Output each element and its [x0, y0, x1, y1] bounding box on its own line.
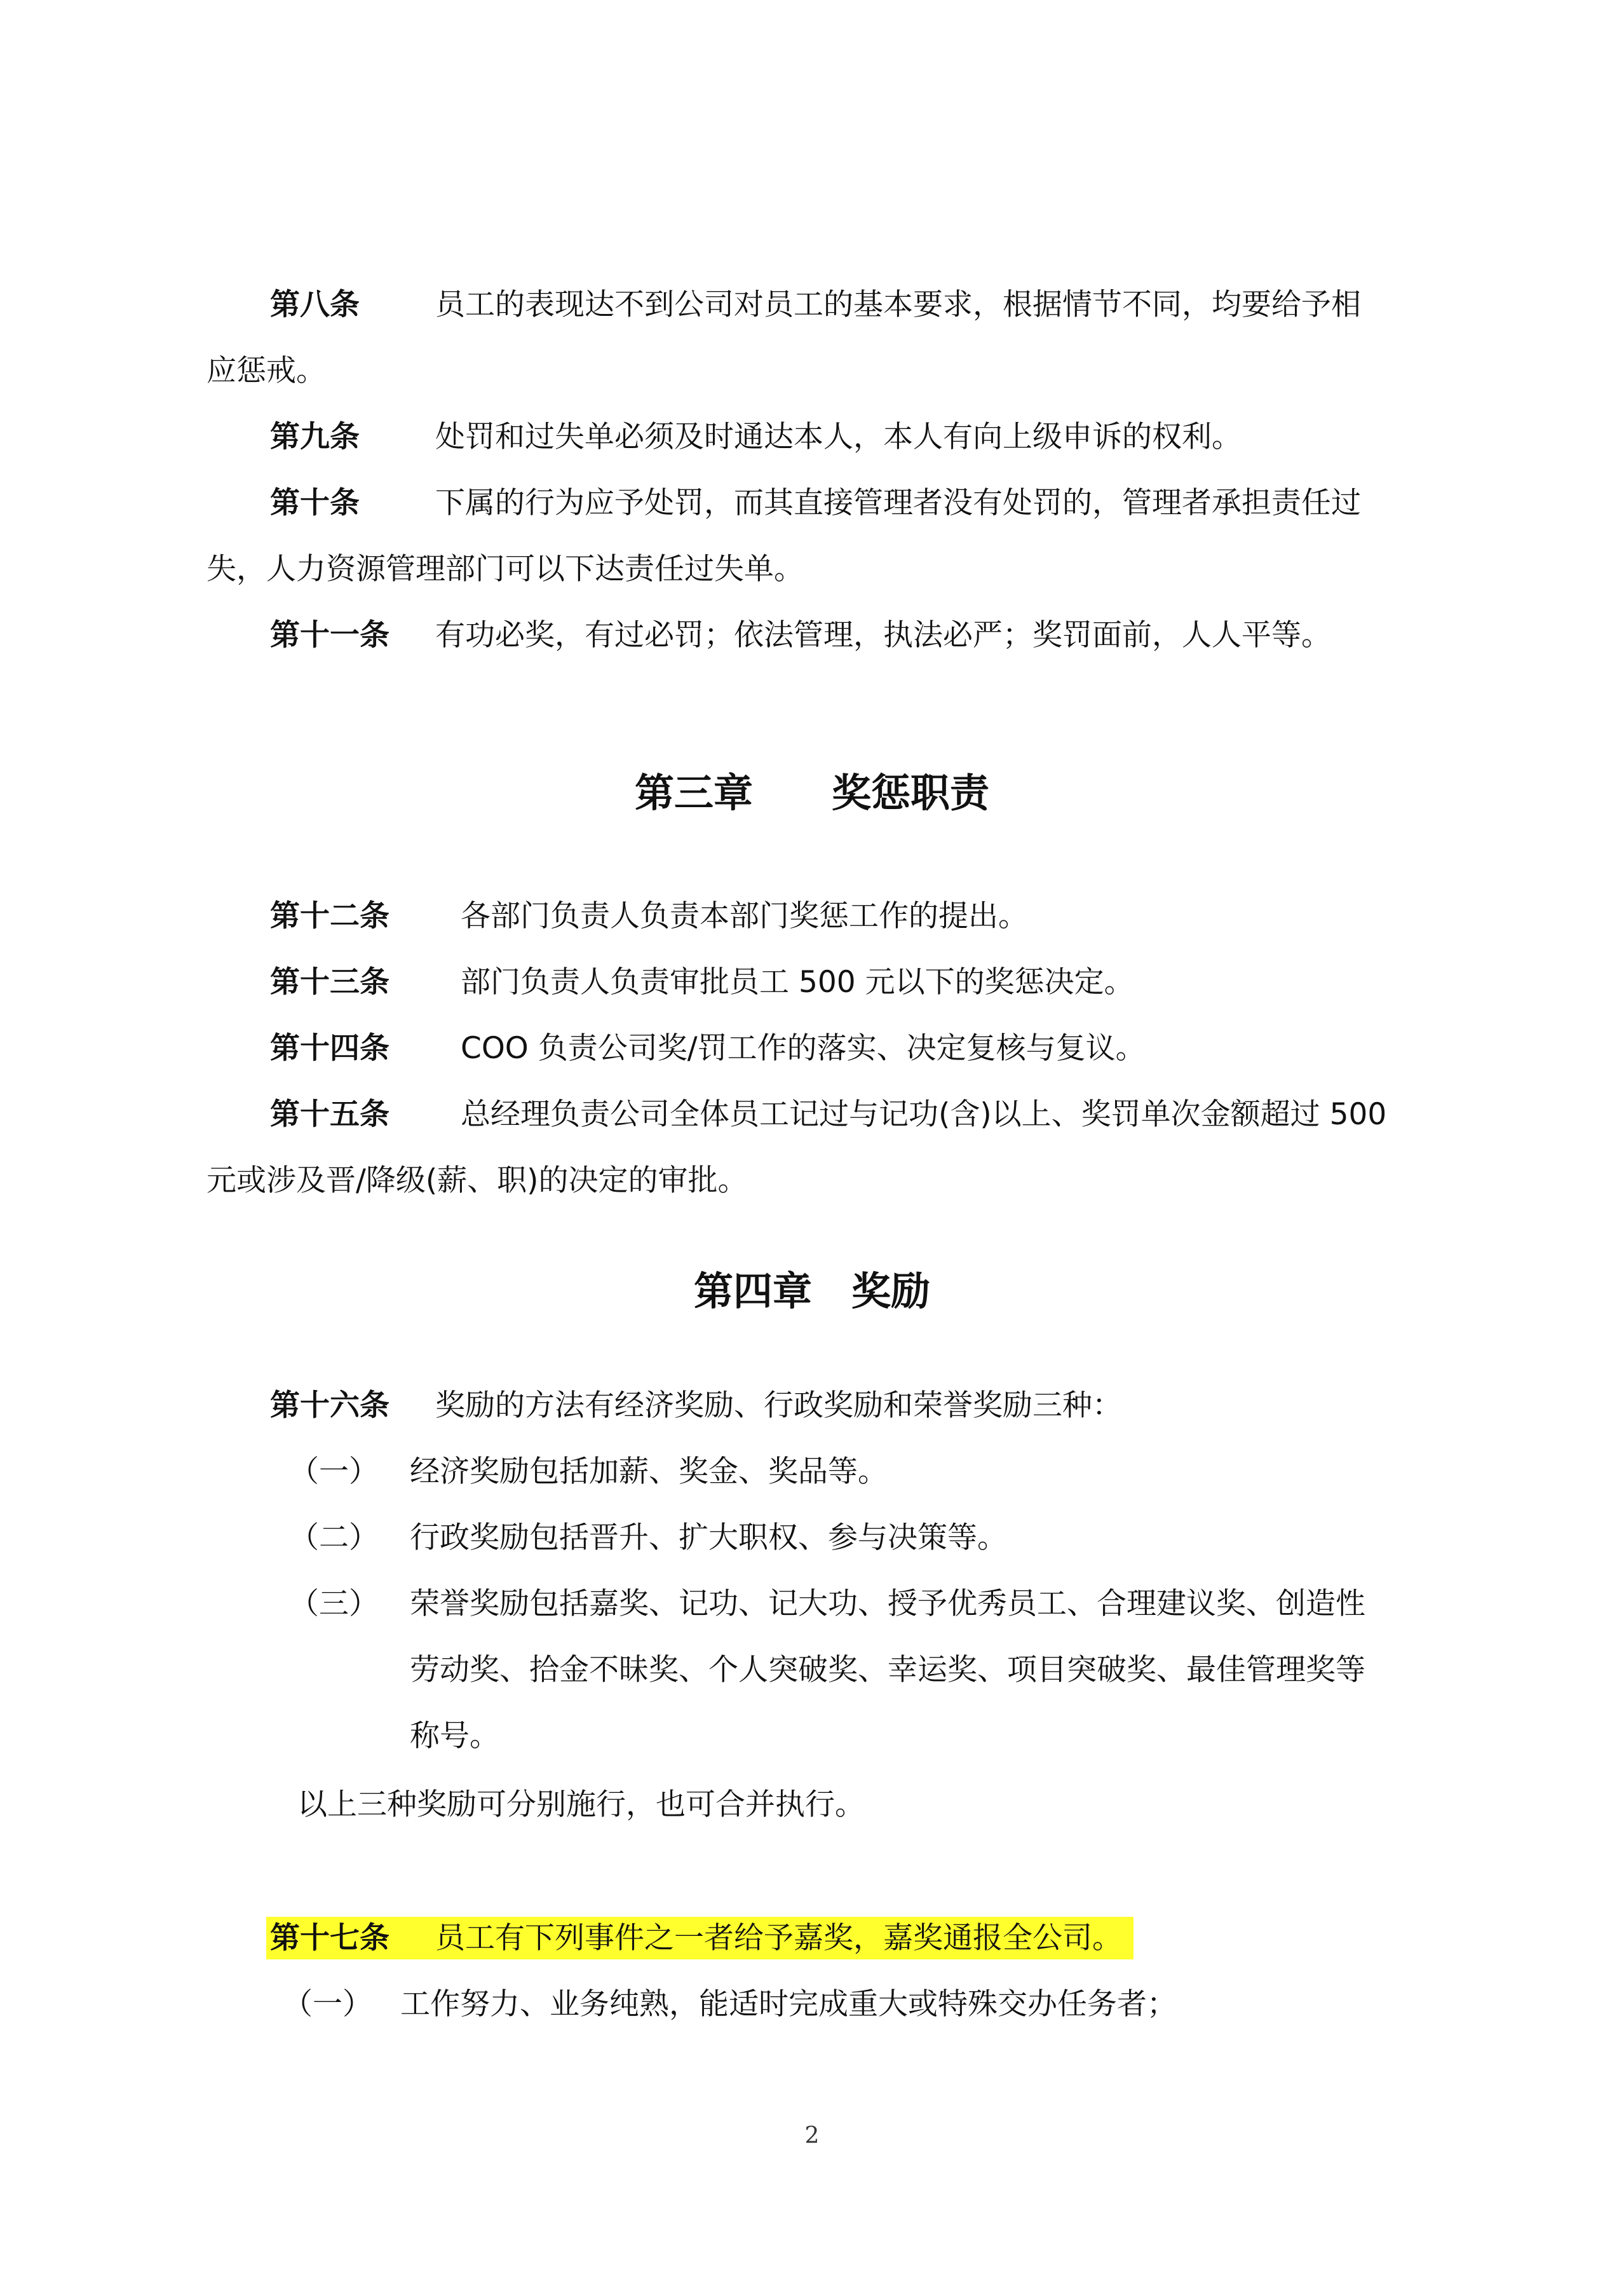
article-text: 各部门负责人负责本部门奖惩工作的提出。	[461, 899, 1028, 934]
article-11	[270, 615, 1331, 656]
list-item-text: 工作努力、业务纯熟，能适时完成重大或特殊交办任务者；	[400, 1987, 1177, 2022]
list-item-number: （二）	[289, 1520, 379, 1555]
article-label: 第九条	[270, 419, 360, 454]
article-9	[270, 417, 1242, 458]
article-text: 总经理负责公司全体员工记过与记功(含)以上、奖罚单次金额超过 500	[461, 1097, 1387, 1132]
article-label: 第十七条	[270, 1921, 389, 1956]
article-17	[270, 1918, 1133, 1959]
article-text: 员工有下列事件之一者给予嘉奖，嘉奖通报全公司。	[435, 1921, 1122, 1956]
article-label: 第十六条	[270, 1388, 389, 1423]
list-item-number: （一）	[283, 1987, 372, 2022]
chapter-4-title: 第四章 奖励	[693, 1268, 930, 1314]
reward-note: 以上三种奖励可分别施行，也可合并执行。	[297, 1787, 865, 1822]
article-text: 有功必奖，有过必罚；依法管理，执法必严；奖罚面前，人人平等。	[435, 618, 1331, 653]
list-item	[289, 1518, 1007, 1558]
article-15-continued: 元或涉及晋/降级(薪、职)的决定的审批。	[206, 1163, 748, 1198]
article-text: 奖励的方法有经济奖励、行政奖励和荣誉奖励三种：	[435, 1388, 1122, 1423]
list-item-text: 行政奖励包括晋升、扩大职权、参与决策等。	[410, 1520, 1007, 1555]
article-8	[270, 285, 1361, 325]
list-item-continued: 称号。	[410, 1719, 499, 1753]
list-item-number: （三）	[289, 1586, 379, 1621]
article-8-continued: 应惩戒。	[206, 353, 326, 388]
article-text: 下属的行为应予处罚，而其直接管理者没有处罚的，管理者承担责任过	[435, 486, 1361, 521]
article-16	[270, 1386, 1122, 1426]
list-item-number: （一）	[289, 1454, 379, 1489]
article-text: 处罚和过失单必须及时通达本人，本人有向上级申诉的权利。	[435, 419, 1242, 454]
list-item	[289, 1452, 888, 1492]
article-10-continued: 失，人力资源管理部门可以下达责任过失单。	[206, 552, 804, 587]
list-item-text: 经济奖励包括加薪、奖金、奖品等。	[410, 1454, 888, 1489]
highlighted-text	[266, 1917, 1133, 1959]
article-label: 第十四条	[270, 1031, 389, 1066]
list-item	[283, 1984, 1177, 2025]
article-label: 第十条	[270, 486, 360, 521]
list-item-text: 荣誉奖励包括嘉奖、记功、记大功、授予优秀员工、合理建议奖、创造性	[410, 1586, 1365, 1621]
article-14	[270, 1028, 1146, 1069]
list-item	[289, 1584, 1365, 1624]
article-text: 员工的表现达不到公司对员工的基本要求，根据情节不同，均要给予相	[435, 287, 1361, 322]
article-text: 部门负责人负责审批员工 500 元以下的奖惩决定。	[461, 965, 1134, 1000]
article-text: COO 负责公司奖/罚工作的落实、决定复核与复议。	[461, 1031, 1146, 1066]
article-label: 第十一条	[270, 618, 389, 653]
article-13	[270, 962, 1134, 1003]
article-label: 第十五条	[270, 1097, 389, 1132]
article-label: 第八条	[270, 287, 360, 322]
article-12	[270, 896, 1028, 937]
article-15	[270, 1094, 1386, 1135]
chapter-3-title: 第三章 奖惩职责	[634, 770, 989, 816]
article-label: 第十二条	[270, 899, 389, 934]
article-label: 第十三条	[270, 965, 389, 1000]
list-item-continued: 劳动奖、拾金不昧奖、个人突破奖、幸运奖、项目突破奖、最佳管理奖等	[410, 1652, 1365, 1687]
article-10	[270, 483, 1361, 524]
page-number: 2	[804, 2123, 820, 2149]
